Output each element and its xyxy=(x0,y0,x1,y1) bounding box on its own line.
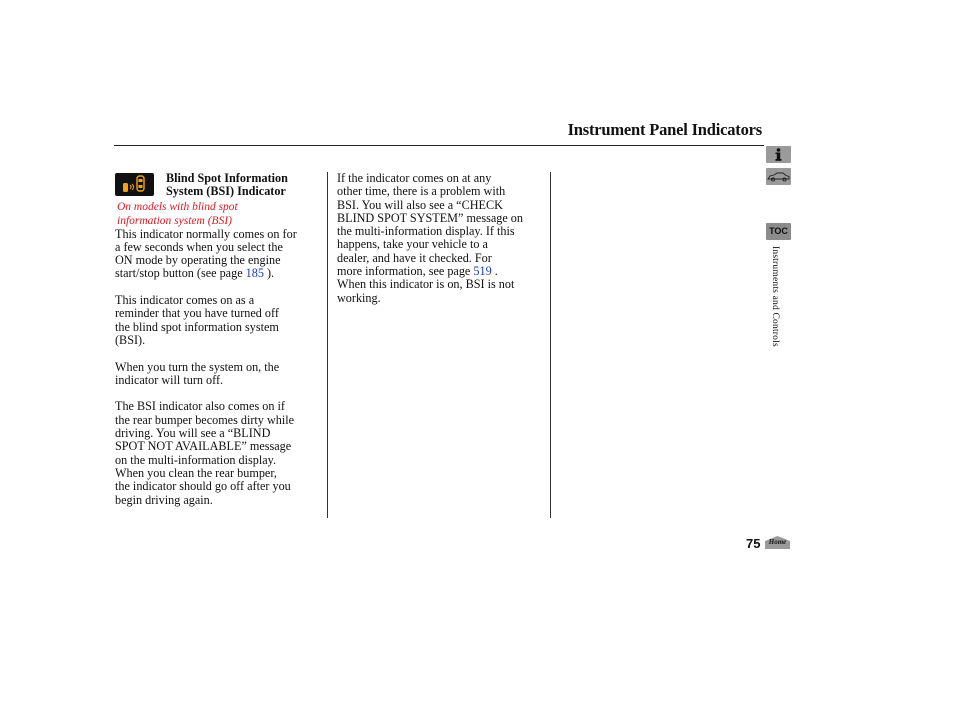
paragraph-2 xyxy=(115,294,321,347)
header-rule xyxy=(114,145,764,146)
text-line: on the multi-information display. xyxy=(115,452,277,467)
section-tab[interactable] xyxy=(770,246,784,372)
text-line: other time, there is a problem with xyxy=(337,184,506,199)
text-line: When this indicator is on, BSI is not xyxy=(337,277,515,292)
text-line: dealer, and have it checked. For xyxy=(337,250,492,265)
info-icon xyxy=(766,146,791,163)
indicator-heading-block xyxy=(115,172,321,199)
page-title: Instrument Panel Indicators xyxy=(567,120,762,139)
indicator-heading-line2: System (BSI) Indicator xyxy=(166,184,286,199)
paragraph-5 xyxy=(337,172,545,305)
text-line: This indicator normally comes on for xyxy=(115,226,297,241)
section-label: Instruments and Controls xyxy=(770,246,780,347)
indicator-heading-line1: Blind Spot Information xyxy=(166,171,288,185)
column-middle xyxy=(337,172,545,318)
vehicle-button[interactable] xyxy=(766,168,791,185)
text-line: working. xyxy=(337,290,381,305)
text-line: If the indicator comes on at any xyxy=(337,171,492,185)
text-line: indicator will turn off. xyxy=(115,372,224,387)
text-line: more information, see page xyxy=(337,264,474,279)
text-line: ON mode by operating the engine xyxy=(115,253,281,268)
page-link-519[interactable]: 519 xyxy=(473,264,492,279)
text-line: (BSI). xyxy=(115,332,146,347)
paragraph-4 xyxy=(115,400,321,506)
text-line: begin driving again. xyxy=(115,492,213,507)
text-line: reminder that you have turned off xyxy=(115,306,279,321)
page-number: 75 xyxy=(746,536,761,551)
text-line: BLIND SPOT SYSTEM” message on xyxy=(337,210,523,225)
paragraph-1 xyxy=(115,228,321,281)
toc-label: TOC xyxy=(769,226,788,236)
text-line: The BSI indicator also comes on if xyxy=(115,399,285,414)
text-line: ). xyxy=(263,266,275,281)
text-line: driving. You will see a “BLIND xyxy=(115,426,271,441)
model-note-line2: information system (BSI) xyxy=(117,214,232,227)
text-line: SPOT NOT AVAILABLE” message xyxy=(115,439,292,454)
text-line: a few seconds when you select the xyxy=(115,239,283,254)
text-line: This indicator comes on as a xyxy=(115,293,255,308)
text-line: start/stop button (see page xyxy=(115,266,246,281)
column-divider-2 xyxy=(550,172,551,518)
paragraph-3 xyxy=(115,361,321,388)
text-line: When you turn the system on, the xyxy=(115,359,280,374)
page-link-185[interactable]: 185 xyxy=(245,266,264,281)
text-line: the multi-information display. If this xyxy=(337,224,515,239)
text-line: When you clean the rear bumper, xyxy=(115,465,277,480)
text-line: the blind spot information system xyxy=(115,319,279,334)
column-divider-1 xyxy=(327,172,328,518)
bsi-indicator-icon xyxy=(115,173,154,196)
text-line: the indicator should go off after you xyxy=(115,479,291,494)
toc-button[interactable] xyxy=(766,223,791,240)
column-left xyxy=(115,172,321,520)
text-line: BSI. You will also see a “CHECK xyxy=(337,197,503,212)
text-line: happens, take your vehicle to a xyxy=(337,237,488,252)
text-line: . xyxy=(491,264,498,279)
info-button[interactable] xyxy=(766,146,791,163)
car-icon xyxy=(766,168,791,185)
home-label: Home xyxy=(768,538,787,546)
text-line: the rear bumper becomes dirty while xyxy=(115,412,295,427)
model-note-line1: On models with blind spot xyxy=(117,200,238,213)
